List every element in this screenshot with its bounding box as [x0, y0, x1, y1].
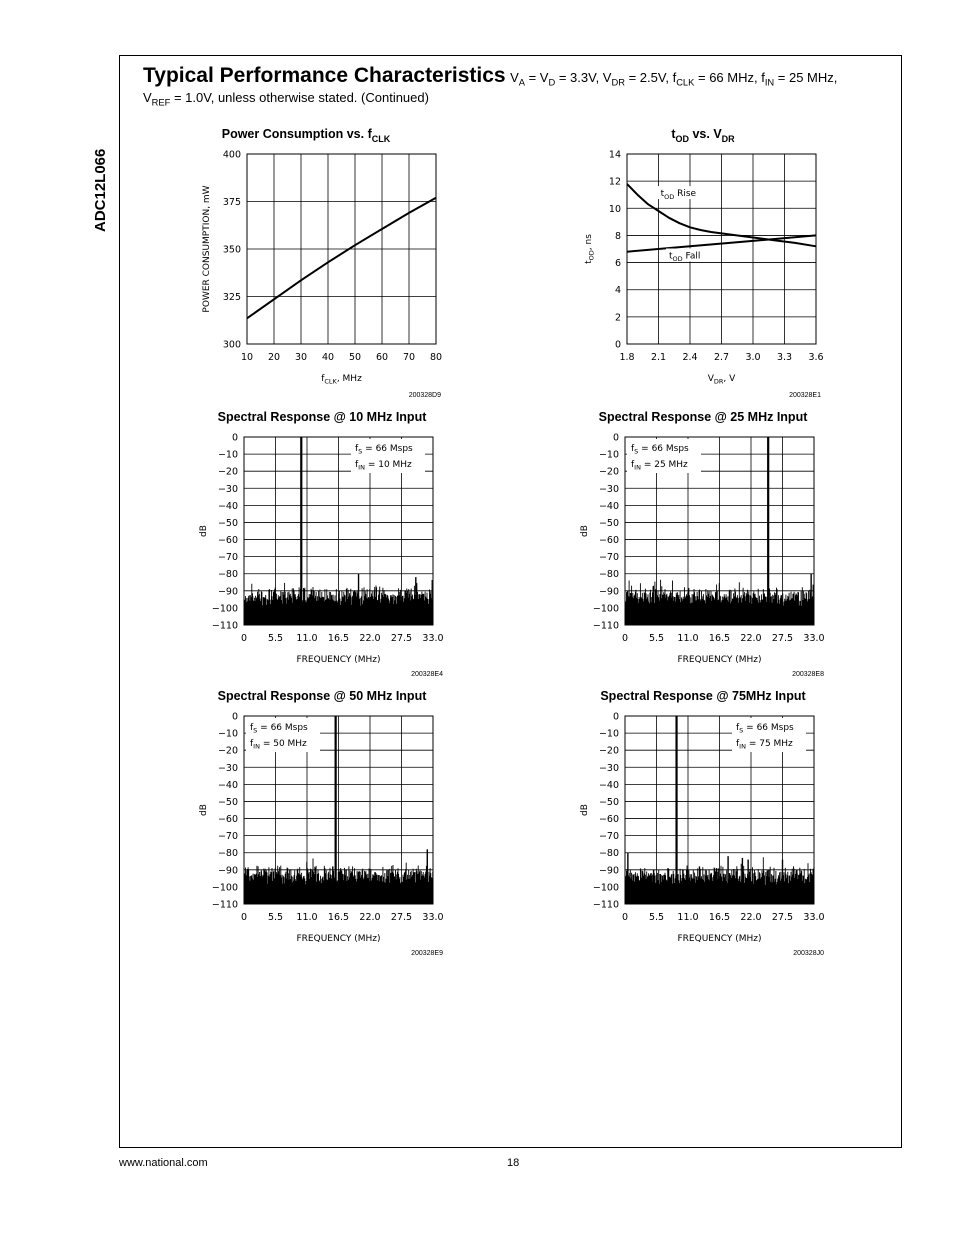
spec50-ytick-label: −70	[217, 831, 238, 843]
spec50-xlabel: FREQUENCY (MHz)	[296, 934, 381, 944]
spec10-xtick-label: 0	[240, 633, 248, 644]
spec10-xtick-label: 11.0	[296, 633, 318, 644]
spec25-ytick-label: −90	[598, 586, 619, 598]
tod-ytick-label: 12	[608, 176, 621, 188]
spec50-xtick-label: 16.5	[327, 912, 350, 923]
power-ytick-label: 375	[222, 197, 241, 208]
power-xtick-label: 60	[375, 352, 389, 363]
spec25-xtick-label: 0	[621, 633, 629, 644]
spec25-ytick-label: −80	[598, 569, 619, 581]
spec50-ytick-label: −100	[211, 882, 238, 894]
spec50-ytick-label: −50	[217, 796, 238, 808]
spec25-ylabel: dB	[580, 525, 590, 537]
tod-figure-code: 200328E1	[789, 392, 821, 399]
spec25-xtick-label: 22.0	[740, 633, 762, 644]
tod-ytick-label: 14	[608, 149, 621, 161]
spec10-xtick-label: 33.0	[422, 633, 444, 644]
tod-title: $t_{OD}$ vs. $V_{DR}$	[671, 127, 735, 144]
power-xlabel: $f_{CLK}$, MHz	[321, 374, 362, 386]
spec25-ytick-label: −10	[598, 449, 619, 461]
spec25-ytick-label: −110	[592, 620, 619, 632]
spec25-ytick-label: −60	[598, 535, 619, 547]
spec25-ytick-label: −40	[598, 500, 619, 512]
tod-ytick-label: 10	[608, 203, 621, 215]
spec10-ytick-label: −80	[217, 569, 238, 581]
spec10-ytick-label: −10	[217, 449, 238, 461]
chart-spectral-25mhz	[579, 407, 829, 679]
spec50-xtick-label: 33.0	[422, 912, 444, 923]
power-xtick-label: 40	[321, 352, 335, 363]
power-xtick-label: 80	[429, 352, 443, 363]
power-figure-code: 200328D9	[408, 392, 441, 399]
chart-tod-vs-vdr	[580, 124, 830, 400]
power-ytick-label: 350	[222, 244, 241, 256]
tod-xtick-label: 3.3	[776, 352, 793, 363]
spec75-ytick-label: −80	[598, 848, 619, 860]
spec50-ytick-label: −60	[217, 814, 238, 826]
power-ytick-label: 400	[222, 149, 241, 161]
spec75-ytick-label: −70	[598, 831, 619, 843]
spec25-noise-trace	[625, 580, 813, 625]
spec10-title: Spectral Response @ 10 MHz Input	[217, 410, 427, 424]
power-ytick-label: 300	[222, 339, 241, 351]
spec75-xtick-label: 27.5	[771, 912, 794, 923]
side-part-number	[92, 142, 112, 232]
spec10-xtick-label: 27.5	[390, 633, 413, 644]
spec25-xtick-label: 11.0	[677, 633, 699, 644]
spec50-ylabel: dB	[199, 804, 209, 816]
tod-annotation-1: $t_{OD}$ Fall	[669, 251, 701, 264]
spec75-ytick-label: 0	[612, 711, 619, 723]
spec75-xlabel: FREQUENCY (MHz)	[677, 934, 762, 944]
spec50-legend-line-0: $f_S = 66$ Msps	[250, 723, 308, 735]
power-xtick-label: 50	[348, 352, 362, 363]
spec10-ytick-label: −20	[217, 466, 238, 478]
spec10-figure-code: 200328E4	[411, 671, 443, 678]
footer-page-number: 18	[507, 1157, 520, 1169]
spec10-ytick-label: −110	[211, 620, 238, 632]
chart-power-consumption	[200, 124, 450, 400]
spec75-ytick-label: −10	[598, 728, 619, 740]
spec25-ytick-label: −70	[598, 552, 619, 564]
spec25-ytick-label: −20	[598, 466, 619, 478]
spec75-ytick-label: −110	[592, 899, 619, 911]
spec75-xtick-label: 0	[621, 912, 629, 923]
spec10-legend-line-0: $f_S = 66$ Msps	[355, 444, 413, 456]
spec75-legend-line-1: $f_{IN} = 75$ MHz	[736, 739, 793, 751]
chart-spectral-50mhz-svg	[198, 686, 448, 958]
spec10-ytick-label: −30	[217, 483, 238, 495]
spec75-figure-code: 200328J0	[793, 950, 824, 957]
conditions-line-2: $V_{REF} = 1.0V$, unless otherwise stated. (Continued)	[143, 90, 429, 108]
chart-spectral-50mhz	[198, 686, 448, 958]
spec25-ytick-label: −100	[592, 603, 619, 615]
spec25-xlabel: FREQUENCY (MHz)	[677, 655, 762, 665]
spec75-ytick-label: −90	[598, 865, 619, 877]
side-part-number-text: ADC12L066	[92, 148, 109, 232]
spec75-title: Spectral Response @ 75MHz Input	[600, 689, 806, 703]
spec25-legend-line-1: $f_{IN} = 25$ MHz	[631, 460, 688, 472]
tod-xtick-label: 2.1	[650, 352, 667, 363]
spec50-ytick-label: −90	[217, 865, 238, 877]
spec50-figure-code: 200328E9	[411, 950, 443, 957]
chart-spectral-75mhz	[579, 686, 829, 958]
spec75-xtick-label: 16.5	[708, 912, 731, 923]
power-xtick-label: 30	[294, 352, 308, 363]
spec75-xtick-label: 33.0	[803, 912, 825, 923]
section-heading	[143, 64, 883, 108]
spec25-ytick-label: −30	[598, 483, 619, 495]
tod-xtick-label: 3.6	[808, 352, 824, 363]
spec10-xtick-label: 16.5	[327, 633, 350, 644]
power-ylabel: POWER CONSUMPTION, mW	[202, 185, 212, 313]
power-xtick-label: 70	[402, 352, 416, 363]
spec75-ytick-label: −40	[598, 779, 619, 791]
spec10-ytick-label: −70	[217, 552, 238, 564]
chart-spectral-10mhz-svg	[198, 407, 448, 679]
spec50-ytick-label: −20	[217, 745, 238, 757]
spec75-xtick-label: 5.5	[648, 912, 665, 923]
footer-url: www.national.com	[119, 1157, 208, 1169]
spec10-ytick-label: −50	[217, 517, 238, 529]
spec50-ytick-label: −40	[217, 779, 238, 791]
spec50-ytick-label: −30	[217, 762, 238, 774]
spec10-xlabel: FREQUENCY (MHz)	[296, 655, 381, 665]
spec50-legend-line-1: $f_{IN} = 50$ MHz	[250, 739, 307, 751]
tod-ylabel: $t_{OD}$, ns	[584, 234, 596, 264]
spec10-ytick-label: −60	[217, 535, 238, 547]
spec25-title: Spectral Response @ 25 MHz Input	[598, 410, 808, 424]
spec25-xtick-label: 16.5	[708, 633, 731, 644]
spec75-ylabel: dB	[580, 804, 590, 816]
tod-annotation-0: $t_{OD}$ Rise	[660, 189, 697, 201]
chart-spectral-10mhz	[198, 407, 448, 679]
spec50-ytick-label: −80	[217, 848, 238, 860]
tod-xtick-label: 1.8	[619, 352, 635, 363]
spec50-title: Spectral Response @ 50 MHz Input	[217, 689, 427, 703]
spec50-xtick-label: 11.0	[296, 912, 318, 923]
power-series-line-0	[247, 198, 436, 319]
section-title: Typical Performance Characteristics	[143, 64, 506, 87]
spec75-ytick-label: −100	[592, 882, 619, 894]
chart-power-consumption-svg	[200, 124, 450, 400]
spec10-ytick-label: −40	[217, 500, 238, 512]
chart-spectral-25mhz-svg	[579, 407, 829, 679]
tod-xtick-label: 3.0	[745, 352, 761, 363]
spec10-legend-line-1: $f_{IN} = 10$ MHz	[355, 460, 412, 472]
chart-tod-vs-vdr-svg	[580, 124, 830, 400]
spec25-xtick-label: 27.5	[771, 633, 794, 644]
tod-xlabel: $V_{DR}$, V	[707, 374, 736, 386]
conditions-line-1: $V_A = V_D = 3.3V$, $V_{DR} = 2.5V$, $f_{CLK} = 66$ MHz, $f_{IN} = 25$ MHz,	[510, 70, 838, 88]
spec10-ytick-label: −90	[217, 586, 238, 598]
spec50-xtick-label: 5.5	[267, 912, 284, 923]
spec75-xtick-label: 22.0	[740, 912, 762, 923]
tod-ytick-label: 0	[614, 339, 621, 351]
tod-ytick-label: 8	[614, 230, 621, 242]
spec10-ytick-label: 0	[231, 432, 238, 444]
tod-xtick-label: 2.7	[713, 352, 730, 363]
spec75-ytick-label: −30	[598, 762, 619, 774]
chart-spectral-75mhz-svg	[579, 686, 829, 958]
spec50-ytick-label: 0	[231, 711, 238, 723]
tod-xtick-label: 2.4	[682, 352, 698, 363]
spec10-xtick-label: 5.5	[267, 633, 284, 644]
spec50-xtick-label: 27.5	[390, 912, 413, 923]
tod-ytick-label: 4	[614, 285, 621, 297]
spec50-xtick-label: 0	[240, 912, 248, 923]
spec50-ytick-label: −10	[217, 728, 238, 740]
power-ytick-label: 325	[222, 292, 241, 303]
spec25-ytick-label: 0	[612, 432, 619, 444]
spec25-ytick-label: −50	[598, 517, 619, 529]
spec25-legend-line-0: $f_S = 66$ Msps	[631, 444, 689, 456]
spec10-xtick-label: 22.0	[359, 633, 381, 644]
spec75-legend-line-0: $f_S = 66$ Msps	[736, 723, 794, 735]
tod-ytick-label: 2	[614, 312, 621, 324]
spec10-ytick-label: −100	[211, 603, 238, 615]
spec50-xtick-label: 22.0	[359, 912, 381, 923]
spec50-ytick-label: −110	[211, 899, 238, 911]
spec75-ytick-label: −20	[598, 745, 619, 757]
spec75-ytick-label: −50	[598, 796, 619, 808]
power-xtick-label: 10	[240, 352, 254, 363]
power-title: Power Consumption vs. $f_{CLK}$	[221, 127, 391, 144]
spec25-noise-floor	[625, 580, 813, 625]
power-xtick-label: 20	[267, 352, 281, 363]
spec10-ylabel: dB	[199, 525, 209, 537]
spec75-xtick-label: 11.0	[677, 912, 699, 923]
spec25-xtick-label: 33.0	[803, 633, 825, 644]
spec75-ytick-label: −60	[598, 814, 619, 826]
spec25-figure-code: 200328E8	[792, 671, 824, 678]
spec25-xtick-label: 5.5	[648, 633, 665, 644]
tod-ytick-label: 6	[614, 258, 621, 270]
